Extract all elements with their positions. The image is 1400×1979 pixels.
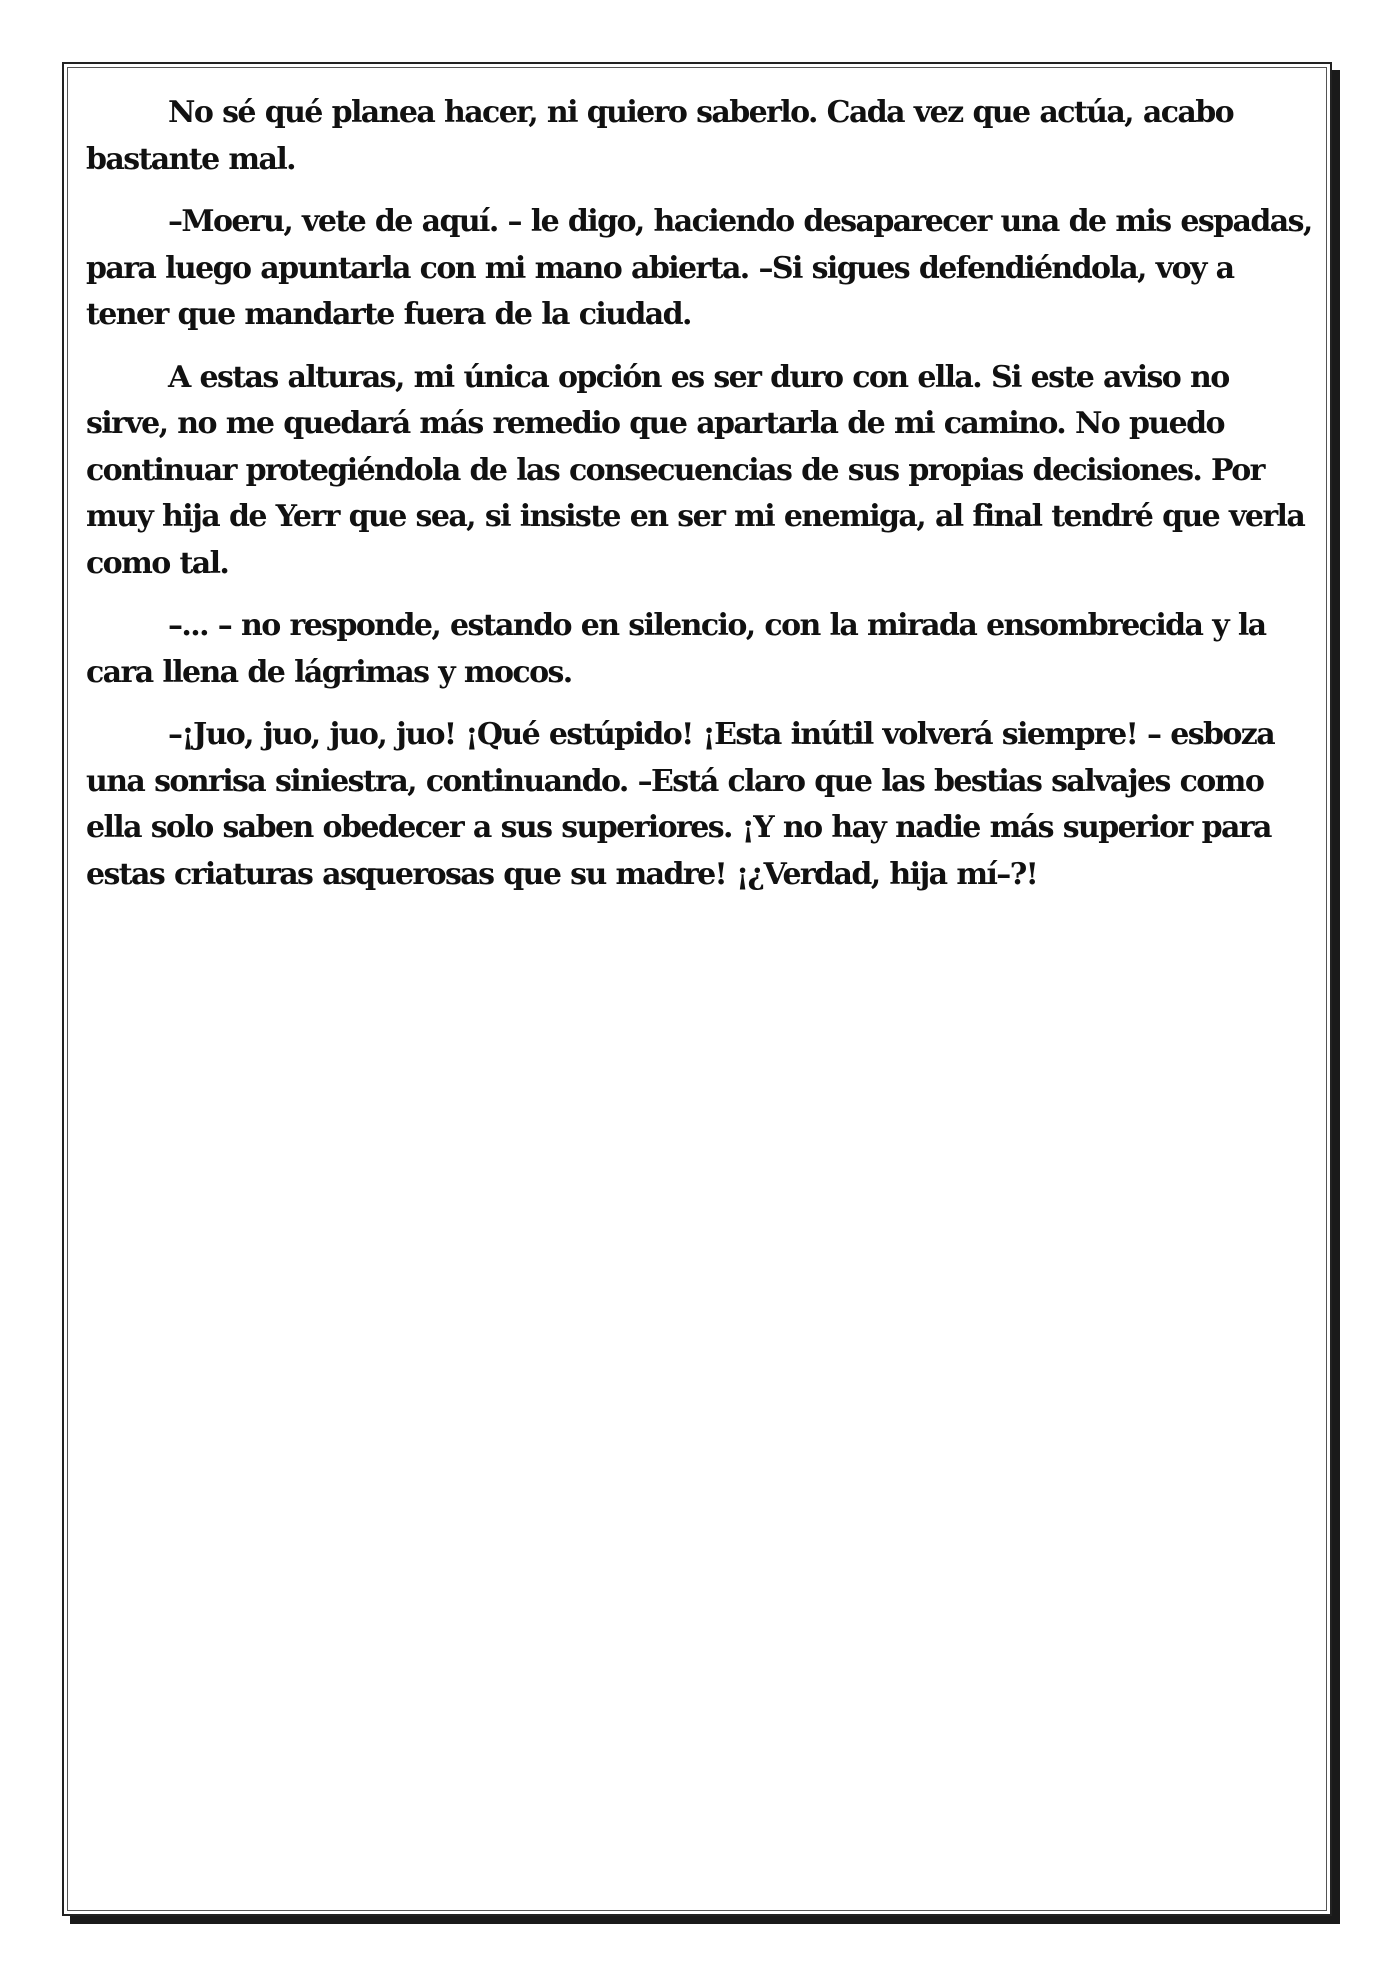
page-frame: [62, 62, 1332, 1916]
paragraph: No sé qué planea hacer, ni quiero saberlo. Cada vez que actúa, acabo bastante mal.: [86, 95, 1233, 177]
paragraph: –Moeru, vete de aquí. – le digo, haciendo desaparecer una de mis espadas, para luego apuntarla con mi mano abierta. –Si sigues defendiéndola, voy a tener que mandarte fuera de la ciudad.: [86, 204, 1312, 332]
paragraph: –¡Juo, juo, juo, juo! ¡Qué estúpido! ¡Esta inútil volverá siempre! – esboza una sonrisa siniestra, continuando. –Está claro que las bestias salvajes como ella solo saben obedecer a sus superiores. ¡Y no hay nadie más superior para estas criaturas asquerosas que su madre! ¡¿Verdad, hija mí–?!: [86, 717, 1275, 892]
document-body: [84, 90, 1314, 914]
paragraph: –... – no responde, estando en silencio, con la mirada ensombrecida y la cara llena de lágrimas y mocos.: [86, 608, 1266, 690]
paragraph: A estas alturas, mi única opción es ser duro con ella. Si este aviso no sirve, no me quedará más remedio que apartarla de mi camino. No puedo continuar protegiéndola de las consecuencias de sus propias decisiones. Por muy hija de Yerr que sea, si insiste en ser mi enemiga, al final tendré que verla como tal.: [86, 359, 1305, 581]
